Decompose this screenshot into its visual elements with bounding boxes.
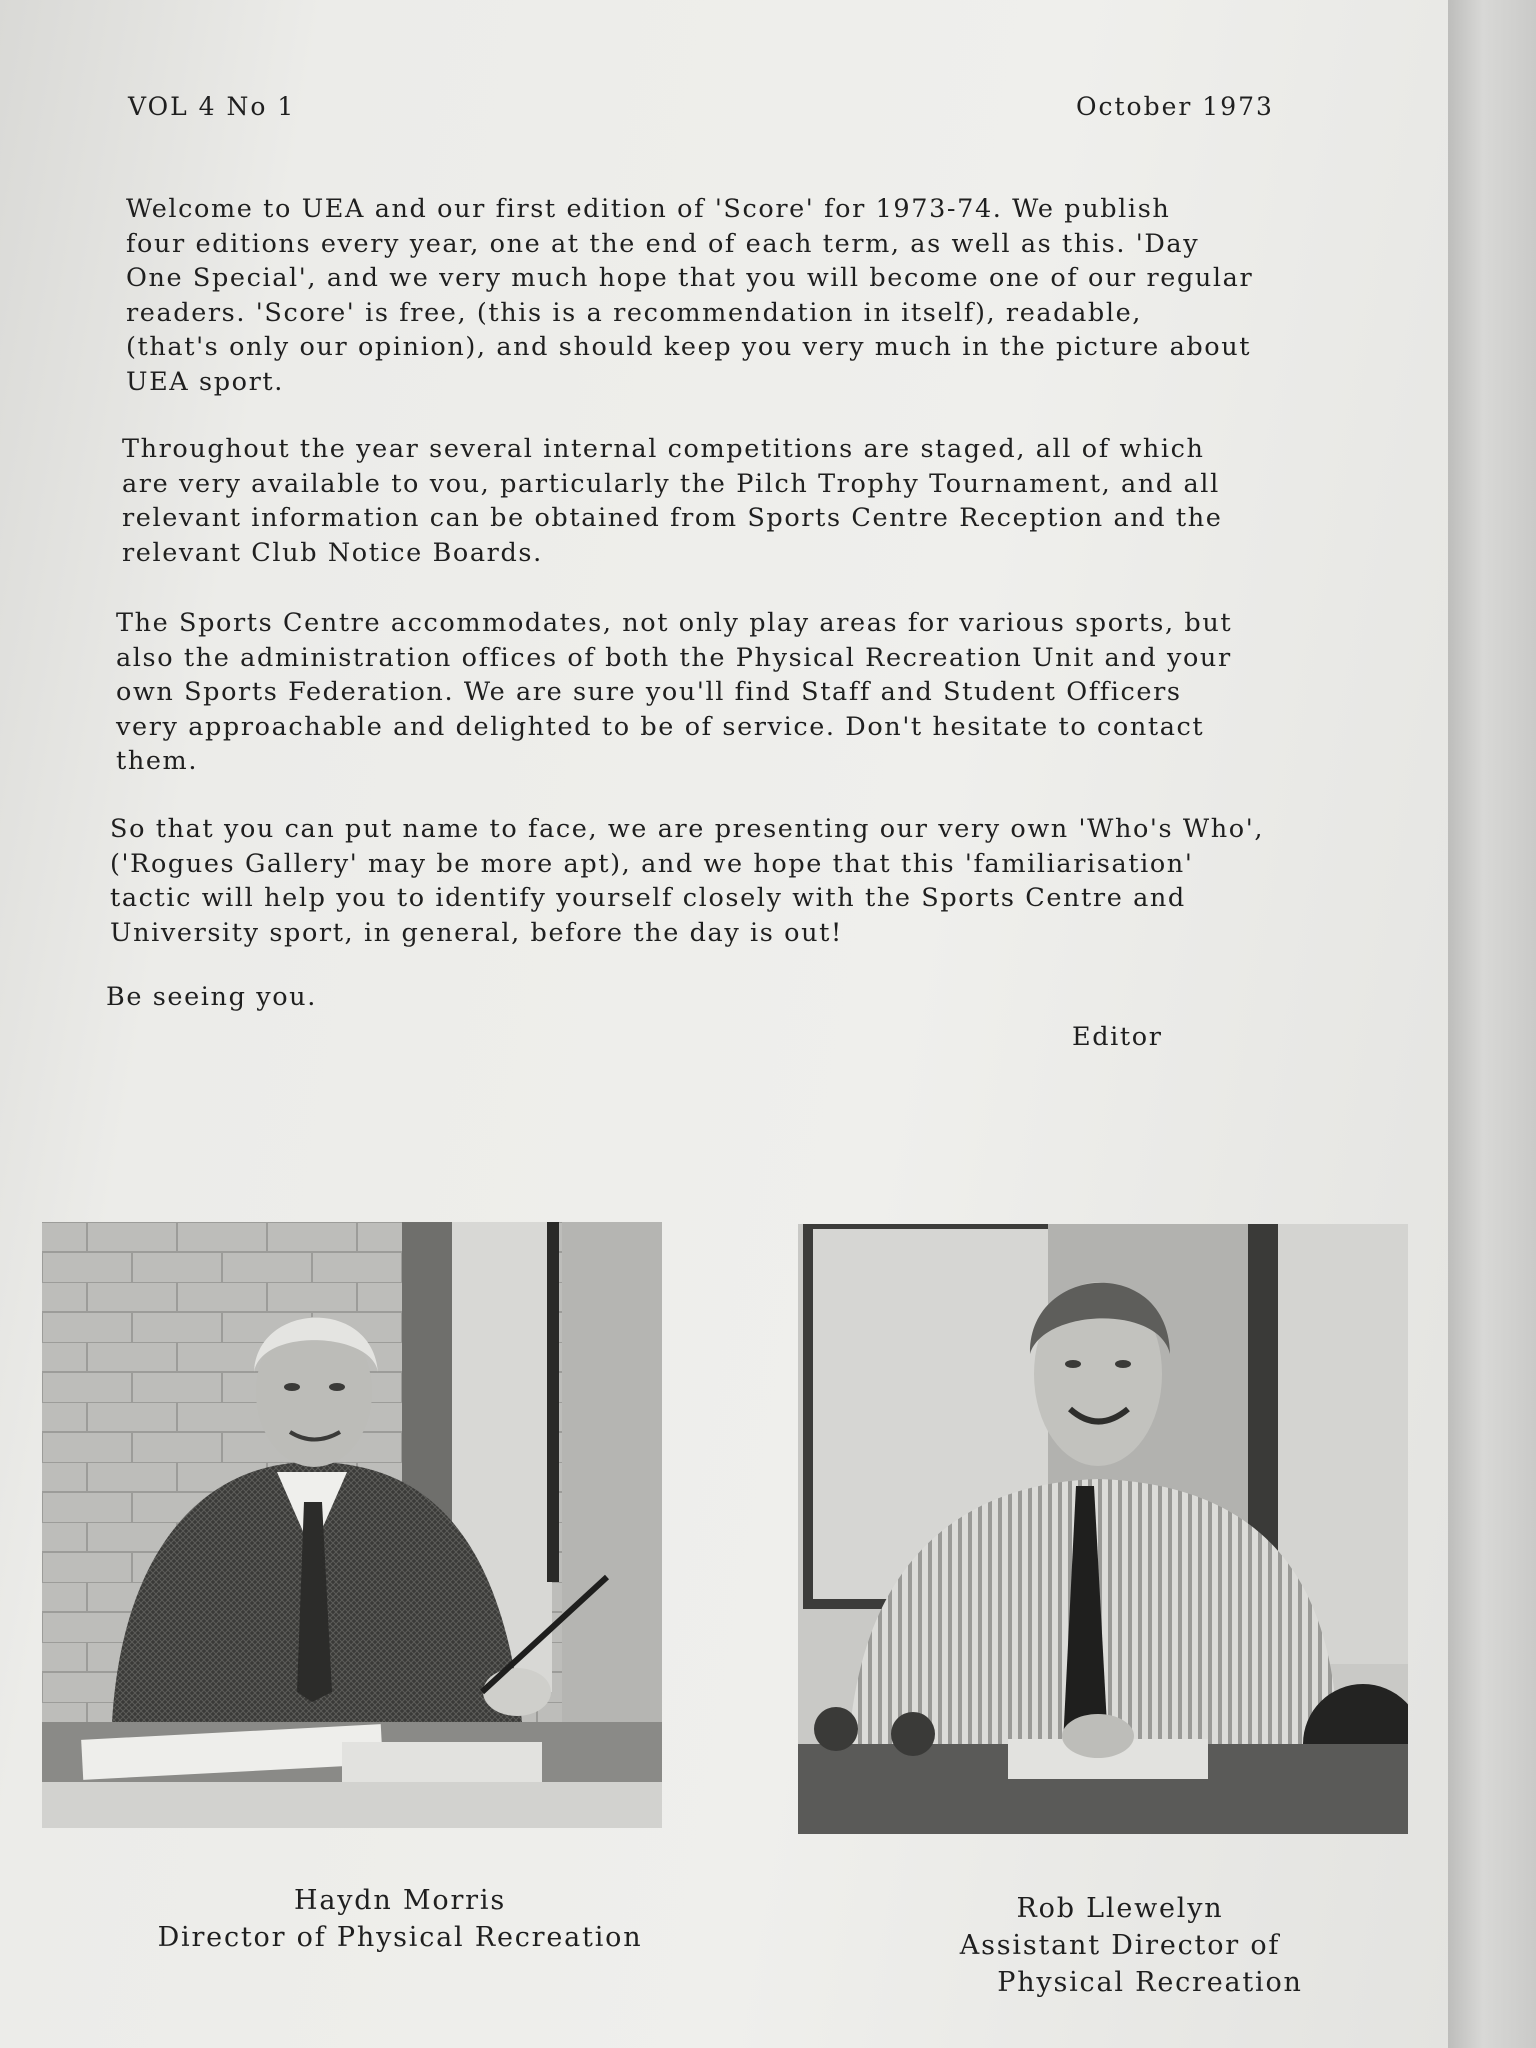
sports-centre-paragraph: The Sports Centre accommodates, not only play areas for various sports, but also the administration offices of both the Physical Recreation Unit and your own Sports Federation. We are sure you'll find Staff and Student Officers very approachable and delighted to be of service. Don't hesitate to contact them. <box>116 608 1233 776</box>
photo-rob-llewelyn <box>798 1224 1408 1834</box>
caption-right-title-line2: Physical Recreation <box>997 1967 1303 1998</box>
page-edge <box>1448 0 1536 2048</box>
caption-left <box>130 1882 670 1956</box>
caption-left-name: Haydn Morris <box>294 1885 506 1916</box>
closing-line: Be seeing you. <box>106 982 317 1012</box>
welcome-paragraph: Welcome to UEA and our first edition of 'Score' for 1973-74. We publish four editions every year, one at the end of each term, as well as this. 'Day One Special', and we very much hope that you will become one of our regular readers. 'Score' is free, (this is a recommendation in itself), readable, (that's only our opinion), and should keep you very much in the picture about UEA sport. <box>126 194 1254 397</box>
caption-right-title-line1: Assistant Director of <box>959 1930 1281 1961</box>
competitions-paragraph: Throughout the year several internal competitions are staged, all of which are very available to vou, particularly the Pilch Trophy Tournament, and all relevant information can be obtained from Sports Centre Reception and the relevant Club Notice Boards. <box>122 434 1223 568</box>
whos-who-paragraph: So that you can put name to face, we are presenting our very own 'Who's Who', ('Rogues Gallery' may be more apt), and we hope that this 'familiarisation' tactic will help you to identify yourself closely with the Sports Centre and University sport, in general, before the day is out! <box>110 814 1265 948</box>
issue-date: October 1973 <box>1076 92 1274 121</box>
photo-haydn-morris <box>42 1222 662 1828</box>
volume-number: VOL 4 No 1 <box>128 92 296 121</box>
caption-right-name: Rob Llewelyn <box>1016 1893 1224 1924</box>
editor-signature: Editor <box>1072 1022 1163 1052</box>
caption-left-title: Director of Physical Recreation <box>157 1922 643 1953</box>
caption-right <box>900 1890 1340 2001</box>
